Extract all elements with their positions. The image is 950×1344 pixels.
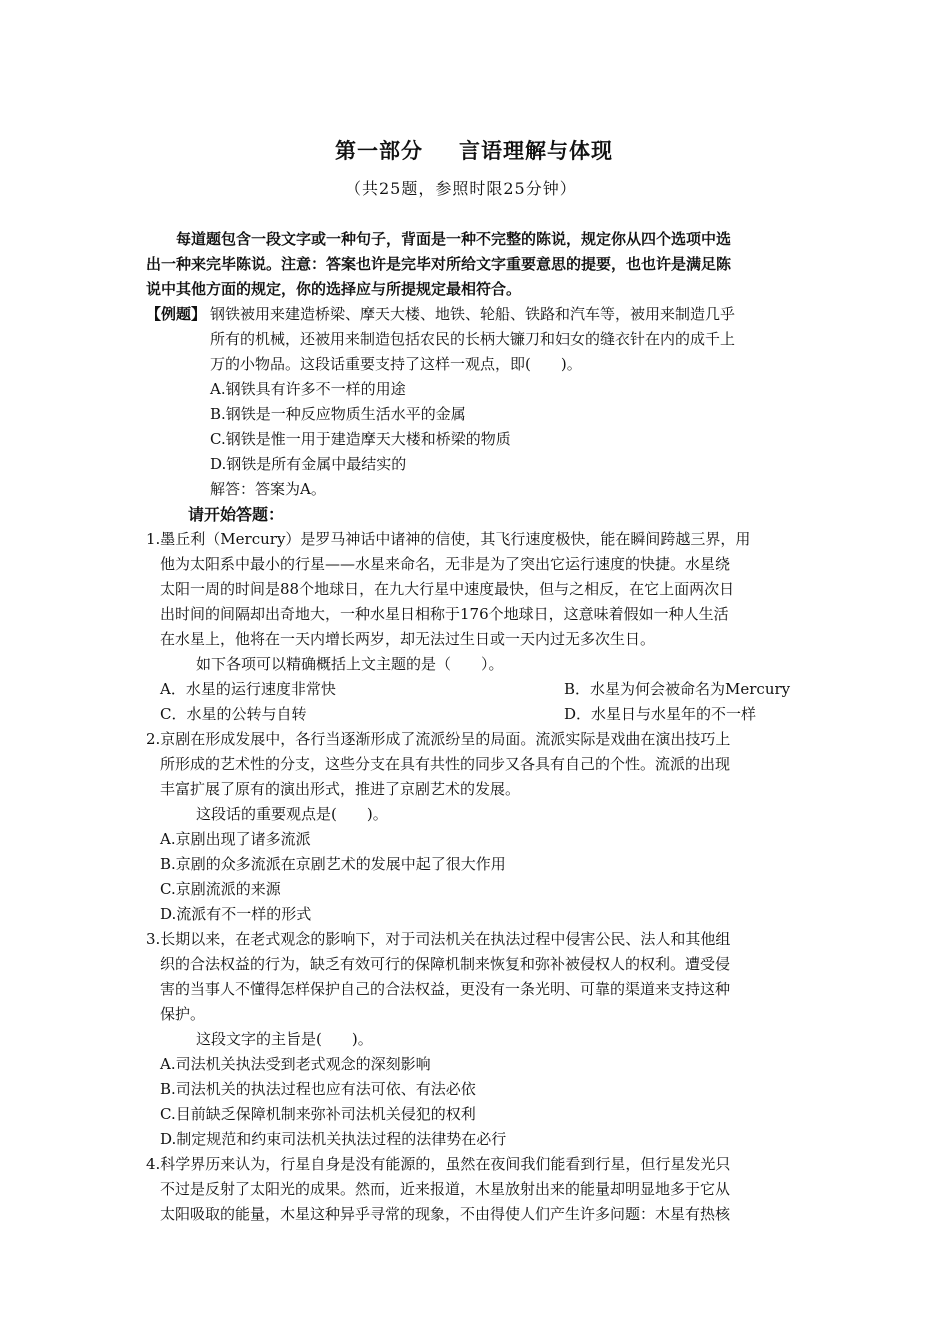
example-line: 万的小物品。这段话重要支持了这样一观点，即( )。: [210, 355, 582, 373]
question-line: 3.长期以来，在老式观念的影响下，对于司法机关在执法过程中侵害公民、法人和其他组: [146, 930, 731, 948]
question-line: 不过是反射了太阳光的成果。然而，近来报道，木星放射出来的能量却明显地多于它从: [160, 1180, 731, 1198]
question-option: C.京剧流派的来源: [160, 880, 281, 898]
question-prompt: 这段话的重要观点是( )。: [196, 805, 388, 823]
page-title: [335, 135, 613, 165]
question-option: D.制定规范和约束司法机关执法过程的法律势在必行: [160, 1130, 507, 1148]
example-option: B.钢铁是一种反应物质生活水平的金属: [210, 405, 466, 423]
question-line: 出时间的间隔却出奇地大，一种水星日相称于176个地球日，这意味着假如一种人生活: [160, 605, 729, 623]
question-line: 害的当事人不懂得怎样保护自己的合法权益，更没有一条光明、可靠的渠道来支持这种: [160, 980, 731, 998]
question-prompt: 如下各项可以精确概括上文主题的是（ ）。: [196, 655, 504, 673]
title-name: 言语理解与体现: [459, 138, 613, 163]
instruction-line: 每道题包含一段文字或一种句子，背面是一种不完整的陈说，规定你从四个选项中选: [176, 230, 732, 248]
question-option: D.流派有不一样的形式: [160, 905, 312, 923]
question-line: 他为太阳系中最小的行星——水星来命名，无非是为了突出它运行速度的快捷。水星绕: [160, 555, 731, 573]
instruction-line: 出一种来完毕陈说。注意：答案也许是完毕对所给文字重要意思的提要，也也许是满足陈: [146, 255, 732, 273]
question-line: 所形成的艺术性的分支，这些分支在具有共性的同步又各具有自己的个性。流派的出现: [160, 755, 731, 773]
example-option: C.钢铁是惟一用于建造摩天大楼和桥梁的物质: [210, 430, 511, 448]
question-prompt: 这段文字的主旨是( )。: [196, 1030, 373, 1048]
question-line: 太阳吸取的能量，木星这种异乎寻常的现象，不由得使人们产生许多问题：木星有热核: [160, 1205, 731, 1223]
question-line: 丰富扩展了原有的演出形式，推进了京剧艺术的发展。: [160, 780, 521, 798]
title-part: 第一部分: [335, 138, 423, 163]
question-line: 太阳一周的时间是88个地球日，在九大行星中速度最快，但与之相反，在它上面两次日: [160, 580, 735, 598]
example-option: A.钢铁具有许多不一样的用途: [210, 380, 406, 398]
example-option: D.钢铁是所有金属中最结实的: [210, 455, 407, 473]
question-option: B.京剧的众多流派在京剧艺术的发展中起了很大作用: [160, 855, 506, 873]
question-option: B.司法机关的执法过程也应有法可依、有法必依: [160, 1080, 476, 1098]
question-option: B．水星为何会被命名为Mercury: [564, 680, 791, 698]
instruction-line: 说中其他方面的规定，你的选择应与所提规定最相符合。: [146, 280, 522, 298]
question-line: 4.科学界历来认为，行星自身是没有能源的，虽然在夜间我们能看到行星，但行星发光只: [146, 1155, 731, 1173]
question-line: 保护。: [160, 1005, 206, 1023]
question-line: 2.京剧在形成发展中，各行当逐渐形成了流派纷呈的局面。流派实际是戏曲在演出技巧上: [146, 730, 731, 748]
question-option: D．水星日与水星年的不一样: [564, 705, 757, 723]
question-option: C．水星的公转与自转: [160, 705, 307, 723]
question-option: C.目前缺乏保障机制来弥补司法机关侵犯的权利: [160, 1105, 476, 1123]
start-label: 请开始答题：: [188, 505, 285, 524]
question-line: 1.墨丘利（Mercury）是罗马神话中诸神的信使，其飞行速度极快，能在瞬间跨越三界，用: [146, 530, 751, 548]
example-line: 钢铁被用来建造桥梁、摩天大楼、地铁、轮船、铁路和汽车等，被用来制造几乎: [210, 305, 736, 323]
question-option: A．水星的运行速度非常快: [160, 680, 336, 698]
page-subtitle: （共25题，参照时限25分钟）: [345, 179, 577, 198]
question-option: A.司法机关执法受到老式观念的深刻影响: [160, 1055, 431, 1073]
example-answer: 解答：答案为A。: [210, 480, 326, 498]
question-line: 在水星上，他将在一天内增长两岁，却无法过生日或一天内过无多次生日。: [160, 630, 656, 648]
example-line: 所有的机械，还被用来制造包括农民的长柄大镰刀和妇女的缝衣针在内的成千上: [210, 330, 736, 348]
example-label: 【例题】: [146, 305, 207, 323]
question-option: A.京剧出现了诸多流派: [160, 830, 311, 848]
question-line: 织的合法权益的行为，缺乏有效可行的保障机制来恢复和弥补被侵权人的权利。遭受侵: [160, 955, 731, 973]
